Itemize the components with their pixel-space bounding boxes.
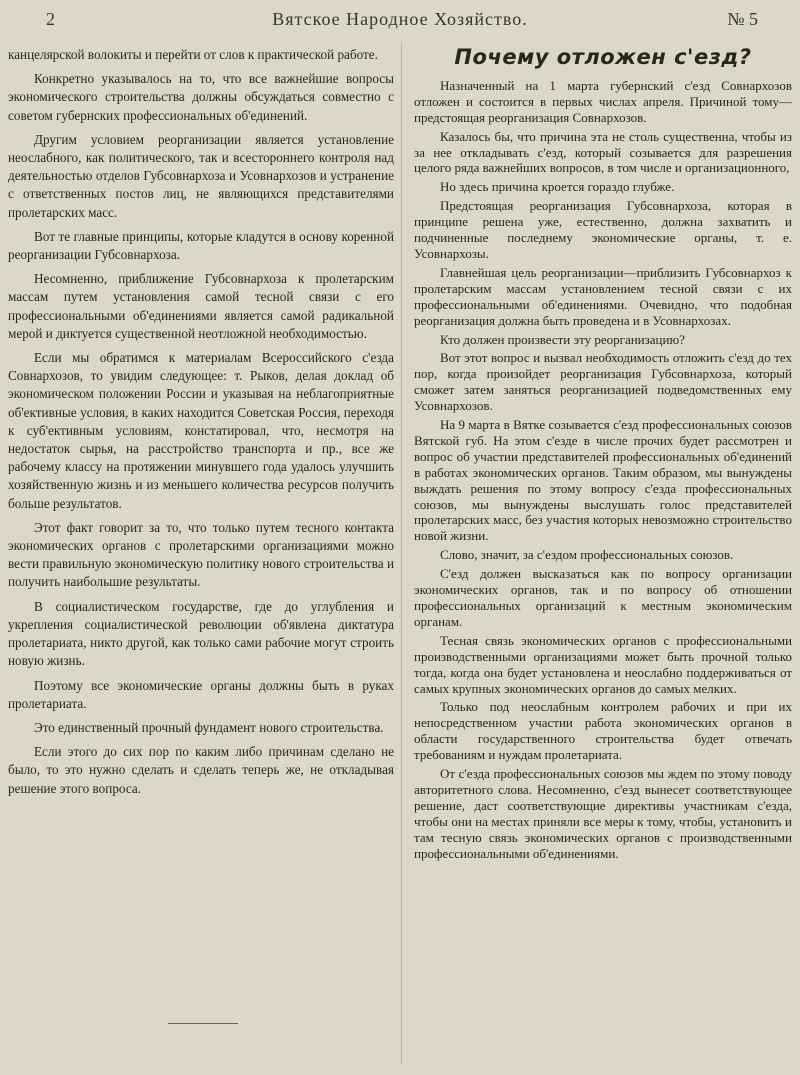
paragraph: Слово, значит, за с'ездом профессиональных союзов. xyxy=(440,547,734,563)
paragraph: Вот те главные принципы, которые кладутся в основу коренной реорганизации Губсовнархоза. xyxy=(8,228,394,263)
issue-number: № 5 xyxy=(727,9,758,29)
paragraph: Казалось бы, что причина эта не столь существенна, чтобы из за нее откладывать с'езд, который созывается для разрешения целого ряда важнейших вопросов, в том числе и организационного, xyxy=(414,128,792,176)
left-column xyxy=(8,46,394,804)
paragraph: Если этого до сих пор по каким либо причинам сделано не было, то это нужно сделать и сделать теперь же, не откладывая решение этого вопроса. xyxy=(8,744,394,796)
paragraph: Конкретно указывалось на то, что все важнейшие вопросы экономического строительства должны обсуждаться совместно с советом губернских профессиональных об'единений. xyxy=(8,71,394,123)
paragraph: канцелярской волокиты и перейти от слов к практической работе. xyxy=(8,47,378,62)
end-rule xyxy=(168,1023,238,1024)
paragraph: Поэтому все экономические органы должны быть в руках пролетариата. xyxy=(8,677,394,711)
paragraph: Это единственный прочный фундамент нового строительства. xyxy=(34,719,384,735)
right-column xyxy=(414,46,792,865)
paragraph: В социалистическом государстве, где до углубления и укрепления социалистической революции об'явлена диктатура пролетариата, никто другой, как только сами рабочие могут строить новую жизнь. xyxy=(8,598,394,669)
paragraph: Кто должен произвести эту реорганизацию? xyxy=(440,331,685,347)
paragraph: Только под неослабным контролем рабочих и при их непосредственном участии работа экономических органов в области государственного строительства будет отвечать требованиям и нуждам пролетариата. xyxy=(414,699,792,763)
paragraph: Другим условием реорганизации является установление неослабного, как политического, так и всестороннего контроля над деятельностью отделов Губсовнархоза и Усовнархозов и устранение с ответственных постов лиц, не являющихся представителями пролетарских масс. xyxy=(8,131,394,220)
paragraph: Предстоящая реорганизация Губсовнархоза, которая в принципе решена уже, естественно, должна захватить и подчиненные последнему экономические органы, т. е. Усовнархозы. xyxy=(414,198,792,261)
paragraph: Если мы обратимся к материалам Всероссийского с'езда Совнархозов, то увидим следующее: т. Рыков, делая доклад об экономическом положении России и указывая на неблагоприятные об'ективные условия, в каких находится Советская Россия, переходя к суб'ективным условиям, констатировал, что, несмотря на недостаток сырья, на расстройство транспорта и пр., все же рабочему классу на протяжении минувшего года удалось улучшить хозяйственную жизнь и из меньшего количества ресурсов получить больше результатов. xyxy=(8,350,394,511)
page-header xyxy=(0,0,800,40)
paragraph: Тесная связь экономических органов с профессиональными производственными организациями может быть прочной только тогда, когда она будет установлена и неослабно поддерживаться от самых крупных экономических органов до самых мелких. xyxy=(414,632,792,696)
paragraph: Этот факт говорит за то, что только путем тесного контакта экономических органов с пролетарскими организациями можно вести правильную экономическую политику нового строительства и получить наибольшие результаты. xyxy=(8,519,394,590)
paragraph: На 9 марта в Вятке созывается с'езд профессиональных союзов Вятской губ. На этом с'езде в числе прочих будет рассмотрен и вопрос об участии представителей профессиональных об'единений в работах экономических органов. Таким образом, мы вынуждены выждать решения по этому вопросу с'езда профессиональных союзов, мы вынуждены выслушать голос представителей пролетарских масс, без участия которых невозможно строительство новой жизни. xyxy=(414,417,792,544)
page-number: 2 xyxy=(46,9,55,29)
paragraph: Назначенный на 1 марта губернский с'езд Совнархозов отложен и состоится в первых числах апреля. Причиной тому—предстоящая реорганизация Совнархозов. xyxy=(414,77,792,125)
paragraph: От с'езда профессиональных союзов мы ждем по этому поводу авторитетного слова. Несомненно, с'езд вынесет соответствующее решение, даст соответствующие директивы участникам с'езда, чтобы они на местах приняли все меры к тому, чтобы, установить и там тесную связь экономических органов с производственными профессиональными об'единениями. xyxy=(414,766,792,861)
paragraph: Но здесь причина кроется гораздо глубже. xyxy=(440,179,675,195)
column-separator xyxy=(401,44,402,1064)
article-title: Почему отложен с'езд? xyxy=(454,45,752,69)
paragraph: С'езд должен высказаться как по вопросу организации экономических органов, так и по вопросу об отношении профессиональных организаций к местным экономическим органам. xyxy=(414,566,792,629)
paragraph: Несомненно, приближение Губсовнархоза к пролетарским массам путем установления самой тесной связи с его профессиональными об'единениями является самой радикальной мерой и диктуется существенной неотложной необходимостью. xyxy=(8,271,394,341)
newspaper-title: Вятское Народное Хозяйство. xyxy=(272,9,528,29)
paragraph: Главнейшая цель реорганизации—приблизить Губсовнархоз к пролетарским массам установлением тесной связи с их профессиональными об'единениями. Очевидно, что подобная реорганизация должна быть проведена и в Усовнархозах. xyxy=(414,264,792,328)
paragraph: Вот этот вопрос и вызвал необходимость отложить с'езд до тех пор, когда произойдет реорганизация Губсовнархоза, который сможет затем заняться реорганизацией подведомственных ему Усовнархозов. xyxy=(414,350,792,414)
